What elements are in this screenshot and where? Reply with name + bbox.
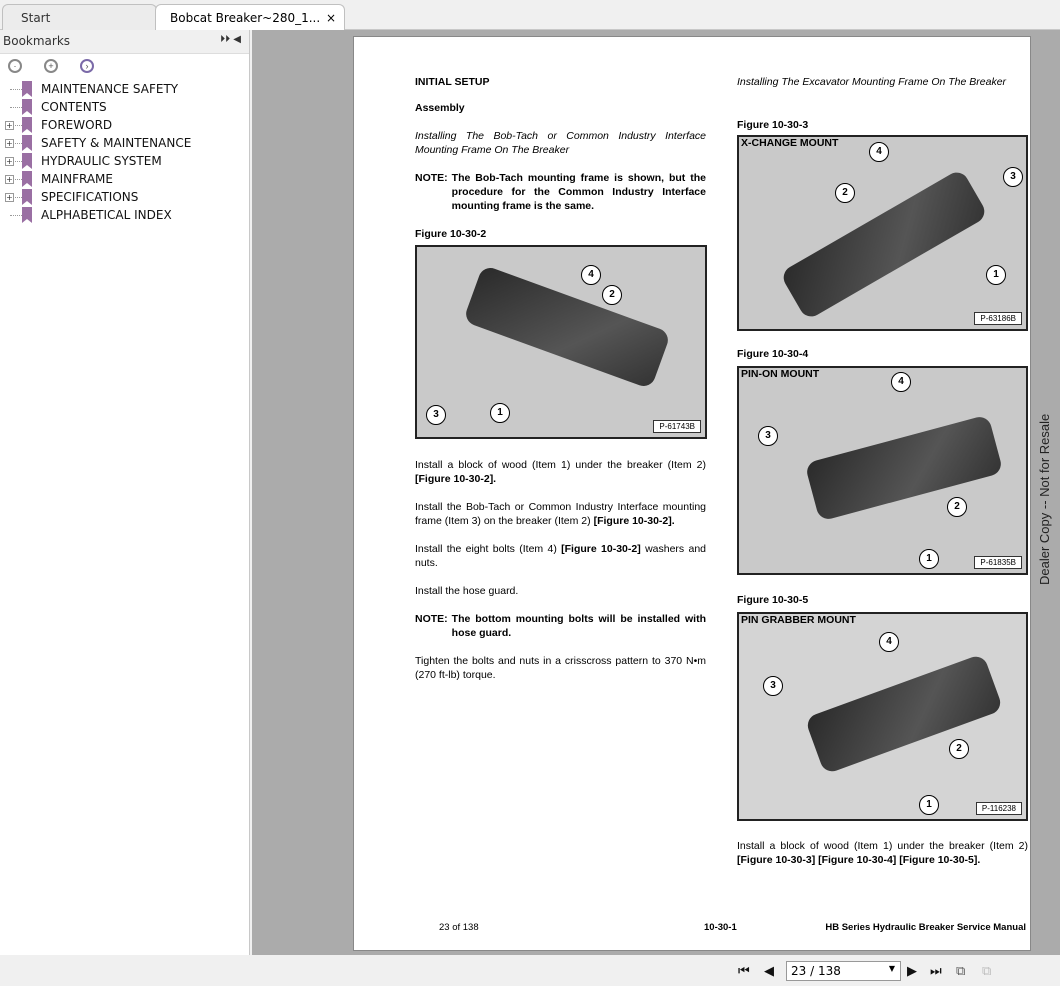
subheading: Assembly — [415, 102, 465, 114]
step-text: Install the eight bolts (Item 4) — [415, 543, 557, 555]
figure-label: Figure 10-30-5 — [737, 594, 809, 606]
step-text: Install a block of wood (Item 1) under the breaker (Item 2) — [737, 840, 1028, 852]
figure-10-30-4 — [737, 366, 1028, 575]
bookmark-label: CONTENTS — [41, 100, 107, 114]
expand-icon[interactable]: + — [6, 121, 13, 130]
tree-line — [10, 89, 22, 90]
step: Tighten the bolts and nuts in a crisscross pattern to 370 N•m (270 ft-lb) torque. — [415, 655, 706, 681]
right-column — [737, 75, 1028, 103]
tab-start[interactable] — [2, 4, 157, 30]
breaker-image — [804, 653, 1003, 774]
note — [415, 612, 706, 640]
tree-line — [10, 161, 22, 162]
bookmark-label: MAINTENANCE SAFETY — [41, 82, 179, 96]
bookmark-icon — [22, 153, 32, 169]
go-to-bookmark-icon[interactable]: › — [80, 59, 94, 73]
tab-document[interactable] — [155, 4, 345, 30]
step — [415, 500, 706, 528]
figure-code: P-61743B — [653, 420, 701, 433]
tab-label: Start — [21, 11, 51, 25]
add-bookmark-icon[interactable]: + — [44, 59, 58, 73]
tab-label: Bobcat Breaker~280_1... — [170, 11, 321, 25]
bookmark-icon — [22, 189, 32, 205]
callout-4: 4 — [891, 372, 911, 392]
tree-line — [10, 107, 22, 108]
step-text: Install a block of wood (Item 1) under the breaker (Item 2) — [415, 459, 706, 471]
two-page-view-icon[interactable]: ⧉ — [982, 963, 992, 978]
footer-section: 10-30-1 — [704, 922, 737, 933]
breaker-image — [463, 265, 671, 390]
bookmark-label: ALPHABETICAL INDEX — [41, 208, 172, 222]
callout-4: 4 — [869, 142, 889, 162]
bookmark-icon — [22, 171, 32, 187]
figure-10-30-2 — [415, 245, 707, 439]
page-number-input[interactable] — [786, 961, 901, 981]
figure-code: P-61835B — [974, 556, 1022, 569]
tree-line — [10, 215, 22, 216]
expand-panel-icon[interactable]: ⏵⏵ — [220, 34, 231, 45]
callout-4: 4 — [879, 632, 899, 652]
bookmarks-panel — [0, 30, 250, 955]
chevron-down-icon[interactable]: ▼ — [888, 964, 895, 973]
left-column-steps — [415, 458, 706, 696]
left-column — [415, 75, 706, 245]
step-text: washers and nuts. — [415, 543, 706, 569]
bookmark-label: SAFETY & MAINTENANCE — [41, 136, 192, 150]
callout-3: 3 — [763, 676, 783, 696]
figure-code: P-116238 — [976, 802, 1022, 815]
figure-code: P-63186B — [974, 312, 1022, 325]
footer-page: 23 of 138 — [439, 922, 479, 933]
figure-title: PIN GRABBER MOUNT — [741, 614, 856, 626]
callout-3: 3 — [758, 426, 778, 446]
bookmark-item[interactable] — [0, 188, 249, 206]
figure-label: Figure 10-30-3 — [737, 119, 809, 131]
figure-10-30-3 — [737, 135, 1028, 331]
previous-page-icon[interactable]: ◀ — [764, 963, 774, 978]
navigation-bar — [0, 955, 1060, 986]
callout-2: 2 — [949, 739, 969, 759]
figure-ref: [Figure 10-30-2] — [561, 543, 641, 555]
tree-line — [10, 143, 22, 144]
first-page-icon[interactable]: ⏮ — [738, 963, 750, 978]
bookmark-icon — [22, 207, 32, 223]
bookmark-item[interactable] — [0, 116, 249, 134]
callout-4: 4 — [581, 265, 601, 285]
figure-ref: [Figure 10-30-3] [Figure 10-30-4] [Figure 10-30-5]. — [737, 854, 981, 866]
step — [415, 458, 706, 486]
bookmark-item[interactable] — [0, 206, 249, 224]
bookmark-icon — [22, 81, 32, 97]
pdf-page — [353, 36, 1031, 951]
right-step — [737, 839, 1028, 881]
expand-icon[interactable]: + — [6, 139, 13, 148]
panel-controls — [220, 34, 241, 45]
bookmark-label: SPECIFICATIONS — [41, 190, 139, 204]
note-text: The bottom mounting bolts will be installed with hose guard. — [451, 613, 706, 639]
bookmark-item[interactable] — [0, 80, 249, 98]
breaker-image — [779, 168, 988, 321]
figure-ref: [Figure 10-30-2]. — [593, 515, 675, 527]
bookmark-label: FOREWORD — [41, 118, 113, 132]
callout-1: 1 — [919, 795, 939, 815]
bookmarks-title: Bookmarks — [3, 34, 71, 48]
bookmark-tree — [0, 80, 249, 224]
tree-line — [10, 197, 22, 198]
figure-label: Figure 10-30-4 — [737, 348, 809, 360]
figure-ref: [Figure 10-30-2]. — [415, 473, 497, 485]
section-heading: INITIAL SETUP — [415, 76, 490, 88]
watermark: Dealer Copy -- Not for Resale — [1037, 413, 1052, 585]
bookmark-item[interactable] — [0, 170, 249, 188]
callout-3: 3 — [426, 405, 446, 425]
bookmark-item[interactable] — [0, 98, 249, 116]
bookmark-icon — [22, 117, 32, 133]
footer-manual-title: HB Series Hydraulic Breaker Service Manual — [825, 922, 1026, 933]
bookmark-icon — [22, 99, 32, 115]
step-text: Install the Bob-Tach or Common Industry Interface mounting frame (Item 3) on the breaker (Item 2) — [415, 501, 706, 527]
step: Install the hose guard. — [415, 585, 519, 597]
callout-1: 1 — [919, 549, 939, 569]
figure-title: X-CHANGE MOUNT — [741, 137, 839, 149]
tab-bar — [0, 0, 1060, 30]
procedure-title: Installing The Excavator Mounting Frame On The Breaker — [737, 76, 1007, 88]
tree-line — [10, 125, 22, 126]
continuous-view-icon[interactable]: ⧉ — [956, 963, 966, 978]
bookmark-item[interactable] — [0, 134, 249, 152]
procedure-title: Installing The Bob-Tach or Common Industry Interface Mounting Frame On The Breaker — [415, 130, 706, 156]
note-label: NOTE: — [415, 613, 448, 625]
callout-2: 2 — [835, 183, 855, 203]
bookmark-item[interactable] — [0, 152, 249, 170]
bookmark-label: HYDRAULIC SYSTEM — [41, 154, 162, 168]
step — [415, 542, 706, 570]
tree-line — [10, 179, 22, 180]
expand-bookmark-icon[interactable]: · — [8, 59, 22, 73]
bookmark-label: MAINFRAME — [41, 172, 113, 186]
next-page-icon[interactable]: ▶ — [907, 963, 917, 978]
expand-icon[interactable]: + — [6, 175, 13, 184]
note-text: The Bob-Tach mounting frame is shown, but the procedure for the Common Industry Interface mounting frame is the same. — [451, 172, 706, 212]
callout-1: 1 — [986, 265, 1006, 285]
bookmarks-header — [0, 30, 249, 54]
callout-1: 1 — [490, 403, 510, 423]
bookmark-icon — [22, 135, 32, 151]
expand-icon[interactable]: + — [6, 157, 13, 166]
collapse-panel-icon[interactable]: ◀ — [233, 34, 241, 45]
figure-10-30-5 — [737, 612, 1028, 821]
note — [415, 171, 706, 213]
breaker-image — [804, 414, 1003, 521]
page-value: 23 / 138 — [791, 964, 841, 978]
note-label: NOTE: — [415, 172, 448, 184]
callout-3: 3 — [1003, 167, 1023, 187]
callout-2: 2 — [947, 497, 967, 517]
bookmark-toolbar — [0, 54, 249, 80]
callout-2: 2 — [602, 285, 622, 305]
figure-label: Figure 10-30-2 — [415, 228, 487, 240]
expand-icon[interactable]: + — [6, 193, 13, 202]
last-page-icon[interactable]: ⏭ — [930, 963, 942, 978]
figure-title: PIN-ON MOUNT — [741, 368, 820, 380]
close-icon[interactable]: × — [325, 11, 336, 25]
